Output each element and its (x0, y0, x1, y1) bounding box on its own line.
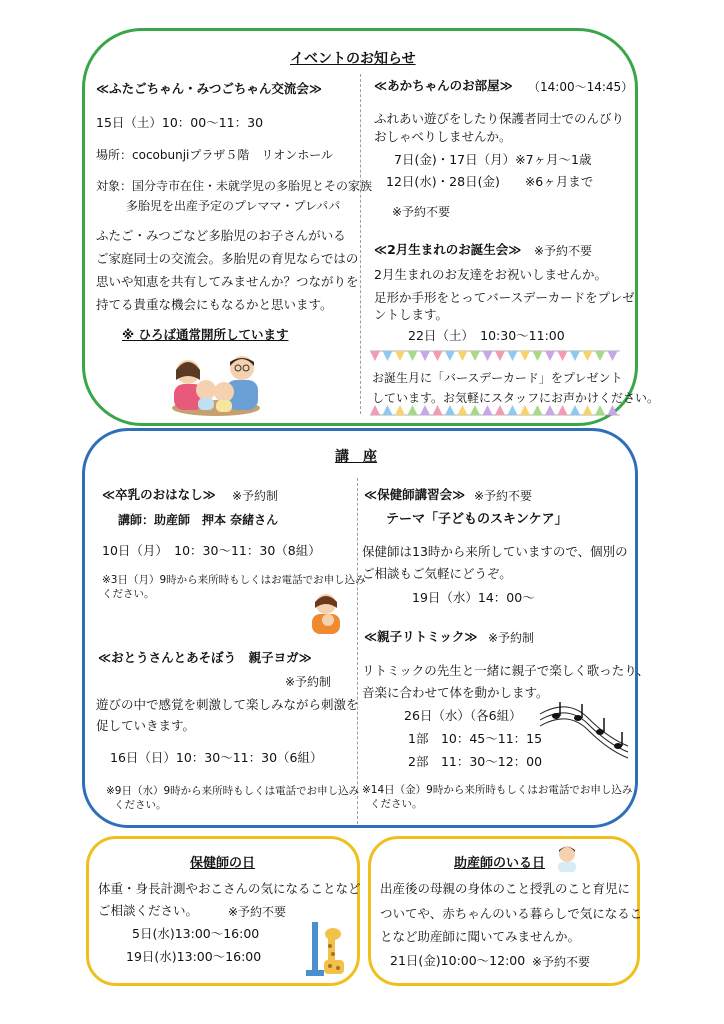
bunting-flag (483, 405, 493, 415)
hoken-day-title: 保健師の日 (190, 856, 256, 871)
bunting-flag (570, 405, 580, 415)
rhythmic-part1: 1部 10：45～11：15 (408, 731, 543, 746)
bunting-flag (408, 351, 418, 361)
event-title: イベントのお知らせ (290, 51, 416, 67)
bunting-flag (395, 351, 405, 361)
josan-day-title: 助産師のいる日 (454, 856, 546, 871)
bunting-flag (508, 405, 518, 415)
akachan-note: ※予約不要 (392, 205, 451, 219)
birthday-date: 22日（土） 10:30～11:00 (408, 328, 565, 343)
hokenshi-desc-line: ご相談もご気軽にどうぞ。 (362, 566, 512, 581)
josan-day-note: ※予約不要 (532, 955, 591, 969)
kouza-divider (357, 478, 358, 824)
futago-desc-line: ふたご・みつごなど多胎児のお子さんがいる (96, 228, 346, 243)
mother-baby-illustration (306, 592, 346, 636)
yoga-desc-line: 促していきます。 (96, 718, 196, 733)
bunting-flag (445, 405, 455, 415)
yoga-apply-line: ください。 (114, 799, 167, 811)
futago-desc-line: 持てる貴重な機会にもなるかと思います。 (96, 297, 333, 312)
bunting-flag (545, 351, 555, 361)
birthday-card-line2: しています。お気軽にスタッフにお声かけください。 (372, 391, 660, 405)
hokenshi-desc-line: 保健師は13時から来所していますので、個別の (362, 544, 628, 559)
bunting-flag (583, 405, 593, 415)
bunting-bottom (370, 404, 620, 416)
rhythmic-apply-line: ください。 (370, 798, 423, 810)
bunting-flag (545, 405, 555, 415)
futago-desc-line: 思いや知恵を共有してみませんか？つながりを (96, 274, 359, 289)
birthday-desc-line: 2月生まれのお友達をお祝いしませんか。 (374, 267, 607, 282)
bunting-flag (470, 405, 480, 415)
akachan-row2: 12日(水)・28日(金) ※6ヶ月まで (386, 174, 594, 189)
bunting-flag (445, 351, 455, 361)
bunting-flag (533, 351, 543, 361)
bunting-flag (595, 351, 605, 361)
bunting-flag (520, 351, 530, 361)
birthday-heading: ≪2月生まれのお誕生会≫ (374, 242, 522, 257)
rhythmic-desc-line: 音楽に合わせて体を動かします。 (362, 685, 549, 700)
yoga-date: 16日（日）10：30～11：30（6組） (110, 750, 323, 765)
rhythmic-heading: ≪親子リトミック≫ (364, 629, 478, 644)
family-illustration (168, 352, 264, 416)
bunting-flag (458, 405, 468, 415)
bunting-top (370, 350, 620, 362)
bunting-flag (595, 405, 605, 415)
yoga-desc-line: 遊びの中で感覚を刺激して楽しみながら刺激を (96, 697, 359, 712)
bunting-flag (608, 405, 618, 415)
futago-place: 場所：cocobunjiプラザ５階 リオンホール (96, 148, 334, 162)
bunting-flag (408, 405, 418, 415)
sotsunyu-heading: ≪卒乳のおはなし≫ (102, 487, 216, 502)
kouza-title: 講 座 (335, 449, 377, 465)
bunting-flag (570, 351, 580, 361)
birthday-desc-line: 足形か手形をとってバースデーカードをプレゼ (374, 290, 635, 305)
bunting-flag (558, 351, 568, 361)
akachan-row1: 7日(金)・17日（月）※7ヶ月～1歳 (394, 152, 592, 167)
rhythmic-apply-line: ※14日（金）9時から来所時もしくはお電話でお申し込み (362, 784, 633, 796)
midwife-illustration (552, 842, 582, 872)
akachan-desc-line: おしゃべりしませんか。 (374, 129, 512, 144)
event-divider (360, 74, 361, 414)
akachan-heading: ≪あかちゃんのお部屋≫ (374, 78, 513, 93)
bunting-flag (508, 351, 518, 361)
bunting-flag (420, 405, 430, 415)
bunting-flag (483, 351, 493, 361)
rhythmic-note: ※予約制 (488, 631, 535, 645)
rhythmic-part2: 2部 11：30～12：00 (408, 754, 543, 769)
bunting-flag (495, 405, 505, 415)
music-notes-illustration (538, 696, 630, 766)
josan-day-desc-line: となど助産師に聞いてみませんか。 (380, 929, 581, 944)
akachan-desc-line: ふれあい遊びをしたり保護者同士でのんびり (374, 111, 625, 126)
josan-day-desc-line: ついてや、赤ちゃんのいる暮らしで気になるこ (380, 906, 643, 921)
birthday-card-line1: お誕生月に「バースデーカード」をプレゼント (372, 371, 623, 385)
sotsunyu-apply-line: ※3日（月）9時から来所時もしくはお電話でお申し込み (102, 574, 366, 586)
hoken-day-note: ※予約不要 (228, 905, 287, 919)
yoga-apply-line: ※9日（水）9時から来所時もしくは電話でお申し込み (106, 785, 360, 797)
bunting-flag (370, 405, 380, 415)
bunting-flag (420, 351, 430, 361)
hokenshi-date: 19日（水）14：00～ (412, 590, 535, 605)
josan-day-desc-line: 出産後の母親の身体のこと授乳のこと育児に (380, 881, 631, 896)
bunting-flag (495, 351, 505, 361)
bunting-flag (583, 351, 593, 361)
giraffe-scale-illustration (306, 920, 348, 978)
hokenshi-heading: ≪保健師講習会≫ (364, 487, 466, 502)
hokenshi-note: ※予約不要 (474, 489, 533, 503)
bunting-flag (370, 351, 380, 361)
hoken-day-date1: 5日(水)13:00～16:00 (132, 926, 260, 941)
futago-note: ※ ひろば通常開所しています (122, 327, 289, 342)
bunting-flag (383, 351, 393, 361)
yoga-note: ※予約制 (285, 675, 332, 689)
josan-day-date: 21日(金)10:00～12:00 (390, 953, 526, 968)
sotsunyu-lecturer: 講師：助産師 押本 奈緒さん (118, 513, 279, 527)
bunting-flag (458, 351, 468, 361)
hokenshi-theme: テーマ「子どものスキンケア」 (386, 512, 568, 527)
rhythmic-desc-line: リトミックの先生と一緒に親子で楽しく歌ったり、 (362, 663, 650, 678)
bunting-flag (558, 405, 568, 415)
bunting-flag (433, 405, 443, 415)
futago-heading: ≪ふたごちゃん・みつごちゃん交流会≫ (96, 81, 322, 96)
sotsunyu-note: ※予約制 (232, 489, 279, 503)
futago-date: 15日（土）10：00～11：30 (96, 115, 264, 130)
futago-target1: 対象：国分寺市在住・未就学児の多胎児とその家族 (96, 179, 373, 193)
bunting-flag (433, 351, 443, 361)
futago-desc-line: ご家庭同士の交流会。多胎児の育児ならではの (96, 251, 359, 266)
hoken-day-desc-line: ご相談ください。 (98, 903, 199, 918)
sotsunyu-date: 10日（月） 10：30～11：30（8組） (102, 543, 321, 558)
birthday-note: ※予約不要 (534, 244, 593, 258)
bunting-flag (383, 405, 393, 415)
bunting-flag (520, 405, 530, 415)
bunting-flag (395, 405, 405, 415)
akachan-time: （14:00～14:45） (528, 80, 634, 94)
sotsunyu-apply-line: ください。 (102, 588, 155, 600)
futago-target2: 多胎児を出産予定のプレママ・プレパパ (126, 199, 341, 213)
yoga-heading: ≪おとうさんとあそぼう 親子ヨガ≫ (98, 650, 312, 665)
hoken-day-date2: 19日(水)13:00～16:00 (126, 949, 262, 964)
birthday-desc-line: ントします。 (374, 307, 449, 322)
rhythmic-date: 26日（水）（各6組） (404, 708, 522, 723)
bunting-flag (533, 405, 543, 415)
hoken-day-desc-line: 体重・身長計測やおこさんの気になることなど (98, 881, 361, 896)
bunting-flag (470, 351, 480, 361)
bunting-flag (608, 351, 618, 361)
